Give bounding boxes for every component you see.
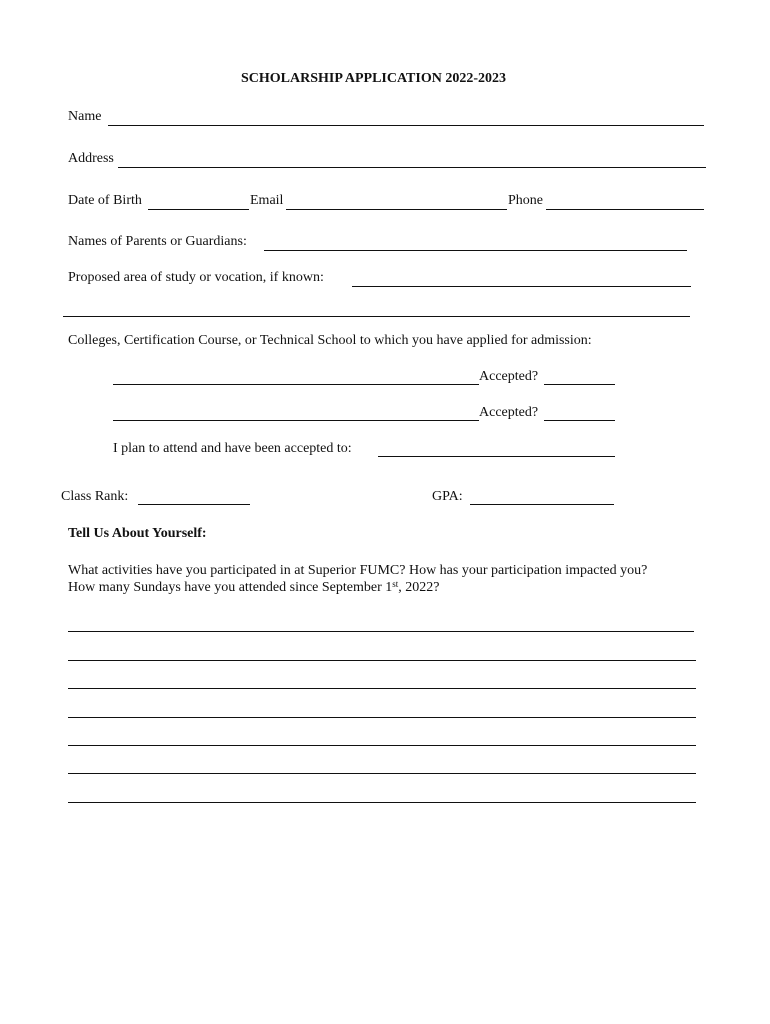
email-label: Email bbox=[250, 193, 284, 208]
answer-line[interactable] bbox=[68, 759, 696, 774]
colleges-prompt: Colleges, Certification Course, or Technical School to which you have applied for admission: bbox=[68, 333, 592, 348]
answer-line[interactable] bbox=[68, 703, 696, 718]
email-field[interactable] bbox=[286, 195, 507, 210]
answer-line[interactable] bbox=[68, 731, 696, 746]
address-field[interactable] bbox=[118, 153, 706, 168]
gpa-field[interactable] bbox=[470, 490, 614, 505]
about-question-line-1: What activities have you participated in at Superior FUMC? How has your participation impacted you? bbox=[68, 563, 648, 578]
about-heading: Tell Us About Yourself: bbox=[68, 526, 207, 541]
dob-field[interactable] bbox=[148, 195, 249, 210]
plan-label: I plan to attend and have been accepted to: bbox=[113, 441, 352, 456]
parents-field[interactable] bbox=[264, 236, 687, 251]
about-question-line-2: How many Sundays have you attended since September 1st, 2022? bbox=[68, 579, 440, 595]
gpa-label: GPA: bbox=[432, 489, 463, 504]
answer-line[interactable] bbox=[68, 646, 696, 661]
address-label: Address bbox=[68, 151, 114, 166]
answer-line[interactable] bbox=[68, 617, 694, 632]
name-label: Name bbox=[68, 109, 102, 124]
accepted-1-label: Accepted? bbox=[479, 369, 539, 384]
college-1-field[interactable] bbox=[113, 370, 479, 385]
parents-label: Names of Parents or Guardians: bbox=[68, 234, 247, 249]
college-2-field[interactable] bbox=[113, 406, 479, 421]
study-field-continued[interactable] bbox=[63, 302, 690, 317]
phone-field[interactable] bbox=[546, 195, 704, 210]
plan-field[interactable] bbox=[378, 442, 615, 457]
accepted-2-field[interactable] bbox=[544, 406, 615, 421]
name-field[interactable] bbox=[108, 111, 704, 126]
accepted-1-field[interactable] bbox=[544, 370, 615, 385]
page-title: SCHOLARSHIP APPLICATION 2022-2023 bbox=[241, 71, 506, 86]
study-field[interactable] bbox=[352, 272, 691, 287]
dob-label: Date of Birth bbox=[68, 193, 142, 208]
study-label: Proposed area of study or vocation, if known: bbox=[68, 270, 324, 285]
answer-line[interactable] bbox=[68, 674, 696, 689]
accepted-2-label: Accepted? bbox=[479, 405, 539, 420]
class-rank-field[interactable] bbox=[138, 490, 250, 505]
phone-label: Phone bbox=[508, 193, 543, 208]
answer-line[interactable] bbox=[68, 788, 696, 803]
class-rank-label: Class Rank: bbox=[61, 489, 129, 504]
